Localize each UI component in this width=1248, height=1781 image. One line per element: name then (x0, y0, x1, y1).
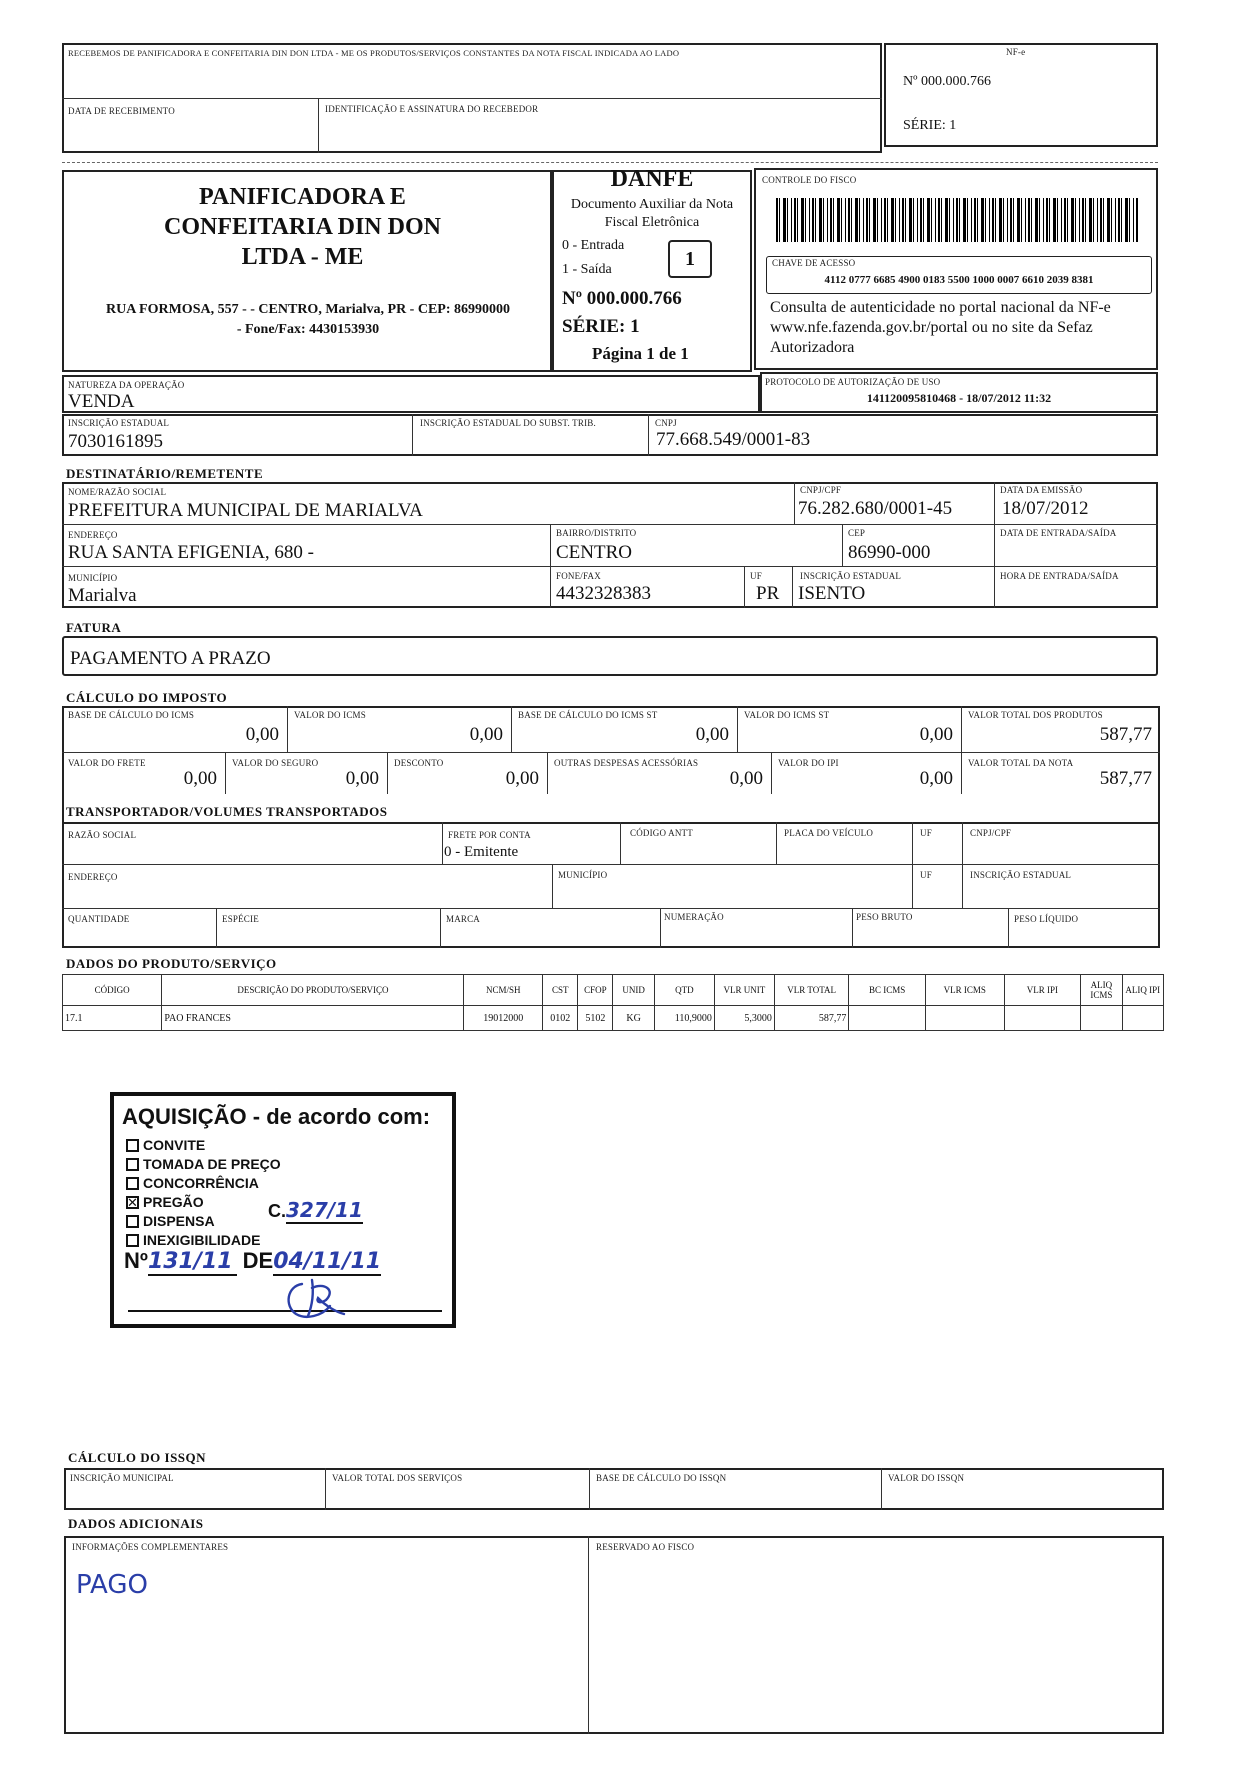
stamp-c-value: 327/11 (286, 1198, 363, 1222)
tax-cell-label: OUTRAS DESPESAS ACESSÓRIAS (554, 758, 699, 768)
tax-section: CÁLCULO DO IMPOSTO (66, 690, 228, 705)
receipt-series: SÉRIE: 1 (903, 118, 957, 133)
danfe-type-box: 1 (668, 240, 712, 278)
products-header-cell: BC ICMS (849, 975, 926, 1006)
additional-divider (588, 1536, 589, 1734)
tax-cell-label: BASE DE CÁLCULO DO ICMS ST (518, 710, 658, 720)
additional-box (64, 1536, 1164, 1734)
stamp-option-label: CONCORRÊNCIA (143, 1175, 259, 1191)
tax-cell-value: 0,00 (729, 768, 763, 789)
recipient-vline-b (994, 482, 995, 608)
entry-time-label: HORA DE ENTRADA/SAÍDA (1000, 571, 1119, 581)
tax-cell-label: BASE DE CÁLCULO DO ICMS (68, 710, 195, 720)
transport-v2 (620, 822, 621, 864)
transport-v9 (660, 908, 661, 948)
tax-cell (62, 706, 288, 752)
issuer-name: PANIFICADORA E CONFEITARIA DIN DON LTDA - ME (164, 184, 441, 270)
danfe-saida: 1 - Saída (562, 262, 612, 277)
products-cell: 19012000 (464, 1006, 543, 1031)
recipient-cnpj: 76.282.680/0001-45 (798, 498, 953, 519)
city-value: Marialva (68, 585, 137, 606)
transport-frete: 0 - Emitente (444, 844, 519, 860)
products-cell (1004, 1006, 1081, 1031)
transport-uf-label: UF (920, 828, 932, 838)
checkbox-icon (126, 1158, 139, 1171)
products-cell: 0102 (543, 1006, 578, 1031)
stamp-option-label: PREGÃO (143, 1194, 204, 1210)
recipient-vline-a (794, 482, 795, 524)
products-header-cell: VLR ICMS (925, 975, 1004, 1006)
tax-cell-label: VALOR TOTAL DA NOTA (968, 758, 1074, 768)
tax-cell (962, 706, 1160, 752)
stamp-de-value: 04/11/11 (273, 1249, 382, 1274)
products-header-cell: UNID (613, 975, 654, 1006)
recipient-name-label: NOME/RAZÃO SOCIAL (68, 487, 167, 497)
acquisition-stamp (110, 1092, 456, 1328)
issqn-section: CÁLCULO DO ISSQN (68, 1450, 207, 1465)
tax-cell-value: 587,77 (1099, 724, 1152, 745)
stamp-option-label: DISPENSA (143, 1213, 215, 1229)
tax-cell (226, 752, 388, 794)
transport-razao-label: RAZÃO SOCIAL (68, 830, 137, 840)
stamp-c-label: C. (268, 1201, 286, 1221)
transport-address-label: ENDEREÇO (68, 872, 118, 882)
cep-label: CEP (848, 528, 866, 538)
ie-label: INSCRIÇÃO ESTADUAL (68, 418, 170, 428)
products-cell (1122, 1006, 1163, 1031)
tax-cell (388, 752, 548, 794)
recipient-section: DESTINATÁRIO/REMETENTE (66, 466, 264, 481)
ie-row (62, 414, 1158, 456)
stamp-option-label: CONVITE (143, 1137, 206, 1153)
uf-value: PR (756, 583, 780, 604)
tax-cell-value: 0,00 (505, 768, 539, 789)
issqn-label: VALOR TOTAL DOS SERVIÇOS (332, 1473, 463, 1483)
tax-cell (962, 752, 1160, 794)
stamp-option-label: TOMADA DE PREÇO (143, 1156, 281, 1172)
additional-fisco-label: RESERVADO AO FISCO (596, 1542, 695, 1552)
issqn-label: INSCRIÇÃO MUNICIPAL (70, 1473, 174, 1483)
invoice-section: FATURA (66, 620, 122, 635)
invoice-text: PAGAMENTO A PRAZO (70, 648, 271, 669)
cut-line (62, 162, 1158, 163)
receipt-divider (62, 98, 882, 99)
tax-cell-value: 0,00 (469, 724, 503, 745)
products-cell: PAO FRANCES (162, 1006, 464, 1031)
district-value: CENTRO (556, 542, 632, 563)
entry-date-label: DATA DE ENTRADA/SAÍDA (1000, 528, 1117, 538)
danfe-series: SÉRIE: 1 (562, 316, 640, 337)
products-header-row (63, 975, 1164, 1006)
tax-cell-label: VALOR DO FRETE (68, 758, 146, 768)
products-section: DADOS DO PRODUTO/SERVIÇO (66, 956, 277, 971)
recipient-ie-label: INSCRIÇÃO ESTADUAL (800, 571, 902, 581)
products-cell (925, 1006, 1004, 1031)
products-header-cell: CÓDIGO (63, 975, 162, 1006)
tax-cell (548, 752, 772, 794)
fisco-consult: Consulta de autenticidade no portal nacional da NF-e www.nfe.fazenda.gov.br/portal ou no site da Sefaz Autorizadora (770, 299, 1111, 356)
ie-divider-1 (412, 414, 413, 456)
transport-v4 (912, 822, 913, 908)
nature-value: VENDA (68, 391, 135, 412)
stamp-de-label: DE (242, 1248, 274, 1273)
checked-box-icon (126, 1196, 139, 1209)
tax-cell-value: 587,77 (1099, 768, 1152, 789)
transport-v7 (216, 908, 217, 948)
recipient-vline-d (842, 524, 843, 566)
uf-label: UF (750, 571, 762, 581)
emission-value: 18/07/2012 (1002, 498, 1089, 519)
products-cell: KG (613, 1006, 654, 1031)
products-header-cell: ALIQ ICMS (1081, 975, 1122, 1006)
transport-ie-label: INSCRIÇÃO ESTADUAL (970, 870, 1072, 880)
recipient-address: RUA SANTA EFIGENIA, 680 - (68, 542, 315, 563)
transport-frete-label: FRETE POR CONTA (448, 830, 531, 840)
transport-line-1 (62, 864, 1160, 865)
tax-cell-value: 0,00 (695, 724, 729, 745)
checkbox-icon (126, 1215, 139, 1228)
transport-v8 (440, 908, 441, 948)
transport-v10 (852, 908, 853, 948)
additional-info-label: INFORMAÇÕES COMPLEMENTARES (72, 1542, 229, 1552)
tax-cell (288, 706, 512, 752)
table-row (63, 1006, 1164, 1031)
stamp-option (126, 1155, 281, 1174)
stamp-option-label: INEXIGIBILIDADE (143, 1232, 261, 1248)
transport-box (62, 822, 1160, 948)
transport-city-label: MUNICÍPIO (558, 870, 608, 880)
transport-number-label: NUMERAÇÃO (664, 912, 724, 922)
tax-cell-value: 0,00 (919, 724, 953, 745)
protocol-value: 141120095810468 - 18/07/2012 11:32 (866, 391, 1052, 405)
transport-v5 (962, 822, 963, 908)
ie-value: 7030161895 (68, 431, 163, 452)
recipient-cnpj-label: CNPJ/CPF (800, 485, 842, 495)
tax-cell-label: VALOR TOTAL DOS PRODUTOS (968, 710, 1103, 720)
ie-st-label: INSCRIÇÃO ESTADUAL DO SUBST. TRIB. (420, 418, 596, 428)
cnpj-value: 77.668.549/0001-83 (656, 429, 811, 450)
tax-cell-label: DESCONTO (394, 758, 444, 768)
issqn-cell (882, 1468, 1164, 1510)
issqn-cell (64, 1468, 326, 1510)
stamp-option (126, 1212, 281, 1231)
additional-section: DADOS ADICIONAIS (68, 1516, 204, 1531)
transport-species-label: ESPÉCIE (222, 914, 259, 924)
products-cell: 587,77 (774, 1006, 849, 1031)
stamp-n-label: Nº (124, 1248, 148, 1273)
issuer-phone: - Fone/Fax: 4430153930 (236, 322, 380, 337)
access-key: 4112 0777 6685 4900 0183 5500 1000 0007 6610 2039 8381 (824, 274, 1094, 286)
stamp-option (126, 1136, 281, 1155)
phone-label: FONE/FAX (556, 571, 601, 581)
products-header-cell: VLR TOTAL (774, 975, 849, 1006)
stamp-n-value: 131/11 (148, 1249, 237, 1276)
danfe-number: Nº 000.000.766 (562, 288, 682, 309)
emission-label: DATA DA EMISSÃO (1000, 485, 1083, 495)
tax-cell (738, 706, 962, 752)
products-cell: 5102 (578, 1006, 613, 1031)
receipt-date-label: DATA DE RECEBIMENTO (68, 106, 175, 116)
danfe-title: DANFE (610, 166, 694, 192)
phone-value: 4432328383 (556, 583, 651, 604)
additional-handwritten: PAGO (76, 1570, 148, 1600)
transport-net-label: PESO LÍQUIDO (1014, 914, 1079, 924)
stamp-c-row (268, 1198, 363, 1222)
transport-line-2 (62, 908, 1160, 909)
danfe-entrada: 0 - Entrada (562, 238, 625, 253)
recipient-vline-e (744, 566, 745, 608)
transport-cnpj-label: CNPJ/CPF (970, 828, 1012, 838)
issqn-cell (326, 1468, 590, 1510)
nature-label: NATUREZA DA OPERAÇÃO (68, 380, 185, 390)
cnpj-label: CNPJ (655, 418, 677, 428)
transport-v1 (442, 822, 443, 864)
products-header-cell: VLR UNIT (714, 975, 774, 1006)
issuer-address: RUA FORMOSA, 557 - - CENTRO, Marialva, PR - CEP: 86990000 (105, 302, 511, 317)
tax-cell-value: 0,00 (345, 768, 379, 789)
recipient-ie: ISENTO (798, 583, 866, 604)
checkbox-icon (126, 1234, 139, 1247)
access-key-label: CHAVE DE ACESSO (772, 258, 856, 268)
recipient-vline-f (792, 566, 793, 608)
receipt-signature-label: IDENTIFICAÇÃO E ASSINATURA DO RECEBEDOR (325, 104, 539, 114)
receipt-nfe-label: NF-e (1006, 47, 1026, 57)
products-cell: 5,3000 (714, 1006, 774, 1031)
stamp-n-row (124, 1248, 381, 1274)
tax-cell-value: 0,00 (919, 768, 953, 789)
products-table (62, 974, 1164, 1031)
transport-placa-label: PLACA DO VEÍCULO (784, 828, 874, 838)
danfe-page: Página 1 de 1 (592, 344, 689, 363)
recipient-address-label: ENDEREÇO (68, 530, 118, 540)
products-header-cell: CST (543, 975, 578, 1006)
products-cell (1081, 1006, 1122, 1031)
tax-cell (512, 706, 738, 752)
stamp-title: AQUISIÇÃO - de acordo com: (122, 1104, 431, 1129)
products-header-cell: VLR IPI (1004, 975, 1081, 1006)
ie-divider-2 (648, 414, 649, 456)
receipt-number: Nº 000.000.766 (903, 74, 991, 89)
transport-antt-label: CÓDIGO ANTT (630, 828, 693, 838)
stamp-signature (282, 1276, 352, 1322)
transport-v11 (1008, 908, 1009, 948)
city-label: MUNICÍPIO (68, 573, 118, 583)
district-label: BAIRRO/DISTRITO (556, 528, 637, 538)
stamp-option (126, 1174, 281, 1193)
tax-cell-label: VALOR DO ICMS (294, 710, 366, 720)
products-cell (849, 1006, 926, 1031)
recipient-vline-c (550, 524, 551, 608)
transport-section: TRANSPORTADOR/VOLUMES TRANSPORTADOS (66, 804, 388, 819)
products-header-cell: CFOP (578, 975, 613, 1006)
checkbox-icon (126, 1139, 139, 1152)
protocol-label: PROTOCOLO DE AUTORIZAÇÃO DE USO (765, 377, 941, 387)
fisco-control-label: CONTROLE DO FISCO (762, 175, 857, 185)
receipt-divider-v (318, 98, 319, 153)
issqn-label: BASE DE CÁLCULO DO ISSQN (596, 1473, 727, 1483)
tax-cell-label: VALOR DO IPI (778, 758, 839, 768)
tax-cell (62, 752, 226, 794)
transport-v6 (552, 864, 553, 908)
receipt-text: RECEBEMOS DE PANIFICADORA E CONFEITARIA DIN DON LTDA - ME OS PRODUTOS/SERVIÇOS CONSTANTES DA NOTA FISCAL INDICADA AO LADO (68, 48, 680, 58)
access-key-barcode (776, 198, 1138, 242)
products-header-cell: DESCRIÇÃO DO PRODUTO/SERVIÇO (162, 975, 464, 1006)
stamp-options (126, 1136, 281, 1250)
recipient-name: PREFEITURA MUNICIPAL DE MARIALVA (68, 500, 423, 521)
tax-cell-value: 0,00 (245, 724, 279, 745)
tax-cell (772, 752, 962, 794)
products-cell: 17.1 (63, 1006, 162, 1031)
stamp-option (126, 1193, 281, 1212)
transport-gross-label: PESO BRUTO (856, 912, 913, 922)
issqn-label: VALOR DO ISSQN (888, 1473, 965, 1483)
transport-v3 (776, 822, 777, 864)
products-header-cell: QTD (654, 975, 714, 1006)
products-header-cell: NCM/SH (464, 975, 543, 1006)
cep-value: 86990-000 (848, 542, 931, 563)
transport-qty-label: QUANTIDADE (68, 914, 130, 924)
tax-cell-value: 0,00 (183, 768, 217, 789)
issqn-cell (590, 1468, 882, 1510)
tax-cell-label: VALOR DO SEGURO (232, 758, 319, 768)
products-header-cell: ALIQ IPI (1122, 975, 1163, 1006)
transport-brand-label: MARCA (446, 914, 481, 924)
checkbox-icon (126, 1177, 139, 1190)
products-cell: 110,9000 (654, 1006, 714, 1031)
danfe-subtitle: Documento Auxiliar da Nota Fiscal Eletrônica (570, 197, 734, 230)
transport-uf2-label: UF (920, 870, 932, 880)
tax-cell-label: VALOR DO ICMS ST (744, 710, 830, 720)
